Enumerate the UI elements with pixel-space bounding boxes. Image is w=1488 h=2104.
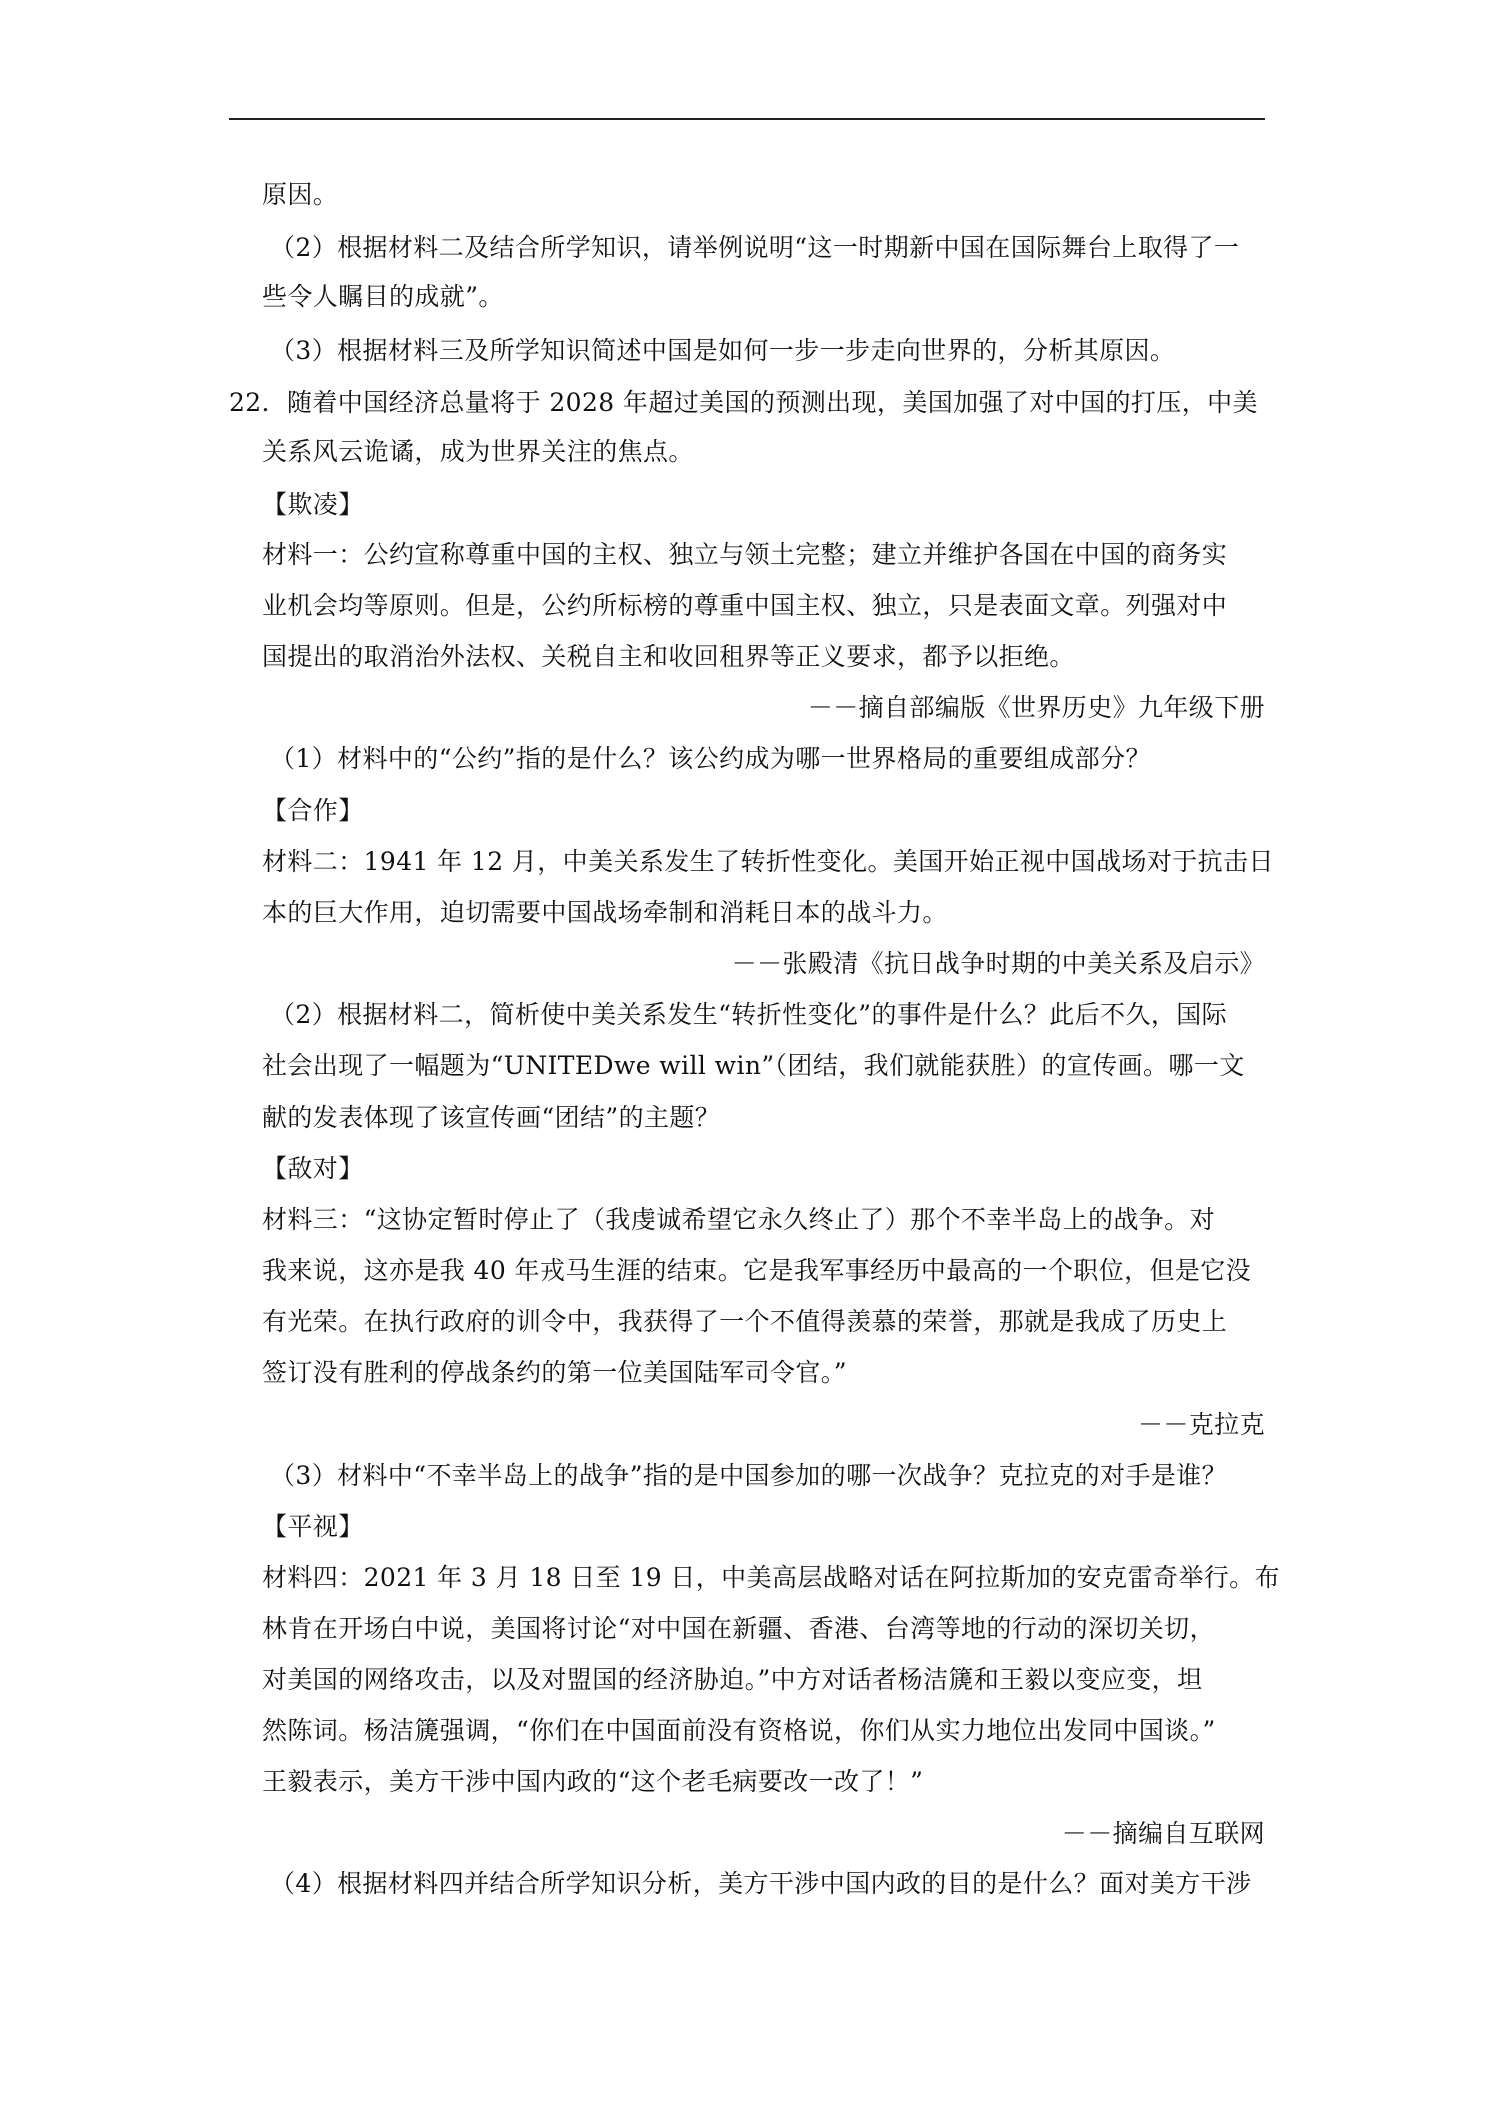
- material-4-source: －－摘编自互联网: [1061, 1819, 1265, 1848]
- section-heading-bullying: 【欺凌】: [262, 490, 364, 519]
- sub-question-2-line-1: （2）根据材料二，简析使中美关系发生“转折性变化”的事件是什么？此后不久，国际: [270, 1000, 1228, 1029]
- sub-question-2-line-2: 社会出现了一幅题为“UNITEDwe will win”（团结，我们就能获胜）的宣传画。哪一文: [262, 1051, 1245, 1080]
- section-heading-hostility: 【敌对】: [262, 1154, 364, 1183]
- material-4-line-5: 王毅表示，美方干涉中国内政的“这个老毛病要改一改了！”: [262, 1767, 924, 1796]
- material-4-line-4: 然陈词。杨洁篪强调，“你们在中国面前没有资格说，你们从实力地位出发同中国谈。”: [262, 1716, 1216, 1745]
- question-22-stem-line-2: 关系风云诡谲，成为世界关注的焦点。: [262, 437, 694, 466]
- material-3-line-2: 我来说，这亦是我 40 年戎马生涯的结束。它是我军事经历中最高的一个职位，但是它没: [262, 1256, 1252, 1285]
- sub-question-3: （3）材料中“不幸半岛上的战争”指的是中国参加的哪一次战争？克拉克的对手是谁？: [270, 1461, 1228, 1490]
- section-heading-cooperation: 【合作】: [262, 796, 364, 825]
- material-1-line-1: 材料一：公约宣称尊重中国的主权、独立与领土完整；建立并维护各国在中国的商务实: [262, 540, 1228, 569]
- question-2-line-2: 些令人瞩目的成就”。: [262, 282, 504, 311]
- sub-question-1: （1）材料中的“公约”指的是什么？该公约成为哪一世界格局的重要组成部分？: [270, 744, 1151, 773]
- material-3-source: －－克拉克: [1137, 1410, 1265, 1439]
- material-4-line-3: 对美国的网络攻击，以及对盟国的经济胁迫。”中方对话者杨洁篪和王毅以变应变，坦: [262, 1665, 1203, 1694]
- question-2-line-1: （2）根据材料二及结合所学知识，请举例说明“这一时期新中国在国际舞台上取得了一: [270, 233, 1240, 262]
- material-1-source: －－摘自部编版《世界历史》九年级下册: [807, 693, 1265, 722]
- material-3-line-1: 材料三：“这协定暂时停止了（我虔诚希望它永久终止了）那个不幸半岛上的战争。对: [262, 1205, 1215, 1234]
- material-3-line-4: 签订没有胜利的停战条约的第一位美国陆军司令官。”: [262, 1358, 847, 1387]
- material-4-line-2: 林肯在开场白中说，美国将讨论“对中国在新疆、香港、台湾等地的行动的深切关切，: [262, 1614, 1215, 1643]
- material-2-line-1: 材料二：1941 年 12 月，中美关系发生了转折性变化。美国开始正视中国战场对于抗击日: [262, 847, 1274, 876]
- material-3-line-3: 有光荣。在执行政府的训令中，我获得了一个不值得羡慕的荣誉，那就是我成了历史上: [262, 1307, 1228, 1336]
- question-3-line: （3）根据材料三及所学知识简述中国是如何一步一步走向世界的，分析其原因。: [270, 336, 1176, 365]
- question-22-stem-line-1: 22．随着中国经济总量将于 2028 年超过美国的预测出现，美国加强了对中国的打压，中美: [229, 388, 1258, 417]
- sub-question-2-line-3: 献的发表体现了该宣传画“团结”的主题？: [262, 1103, 721, 1132]
- material-1-line-3: 国提出的取消治外法权、关税自主和收回租界等正义要求，都予以拒绝。: [262, 642, 1075, 671]
- material-2-line-2: 本的巨大作用，迫切需要中国战场牵制和消耗日本的战斗力。: [262, 898, 948, 927]
- material-4-line-1: 材料四：2021 年 3 月 18 日至 19 日，中美高层战略对话在阿拉斯加的安克雷奇举行。布: [262, 1563, 1280, 1592]
- material-1-line-2: 业机会均等原则。但是，公约所标榜的尊重中国主权、独立，只是表面文章。列强对中: [262, 591, 1228, 620]
- sub-question-4-line-1: （4）根据材料四并结合所学知识分析，美方干涉中国内政的目的是什么？面对美方干涉: [270, 1869, 1252, 1898]
- section-heading-equal-view: 【平视】: [262, 1512, 364, 1541]
- text-line: 原因。: [262, 180, 339, 209]
- material-2-source: －－张殿清《抗日战争时期的中美关系及启示》: [731, 949, 1265, 978]
